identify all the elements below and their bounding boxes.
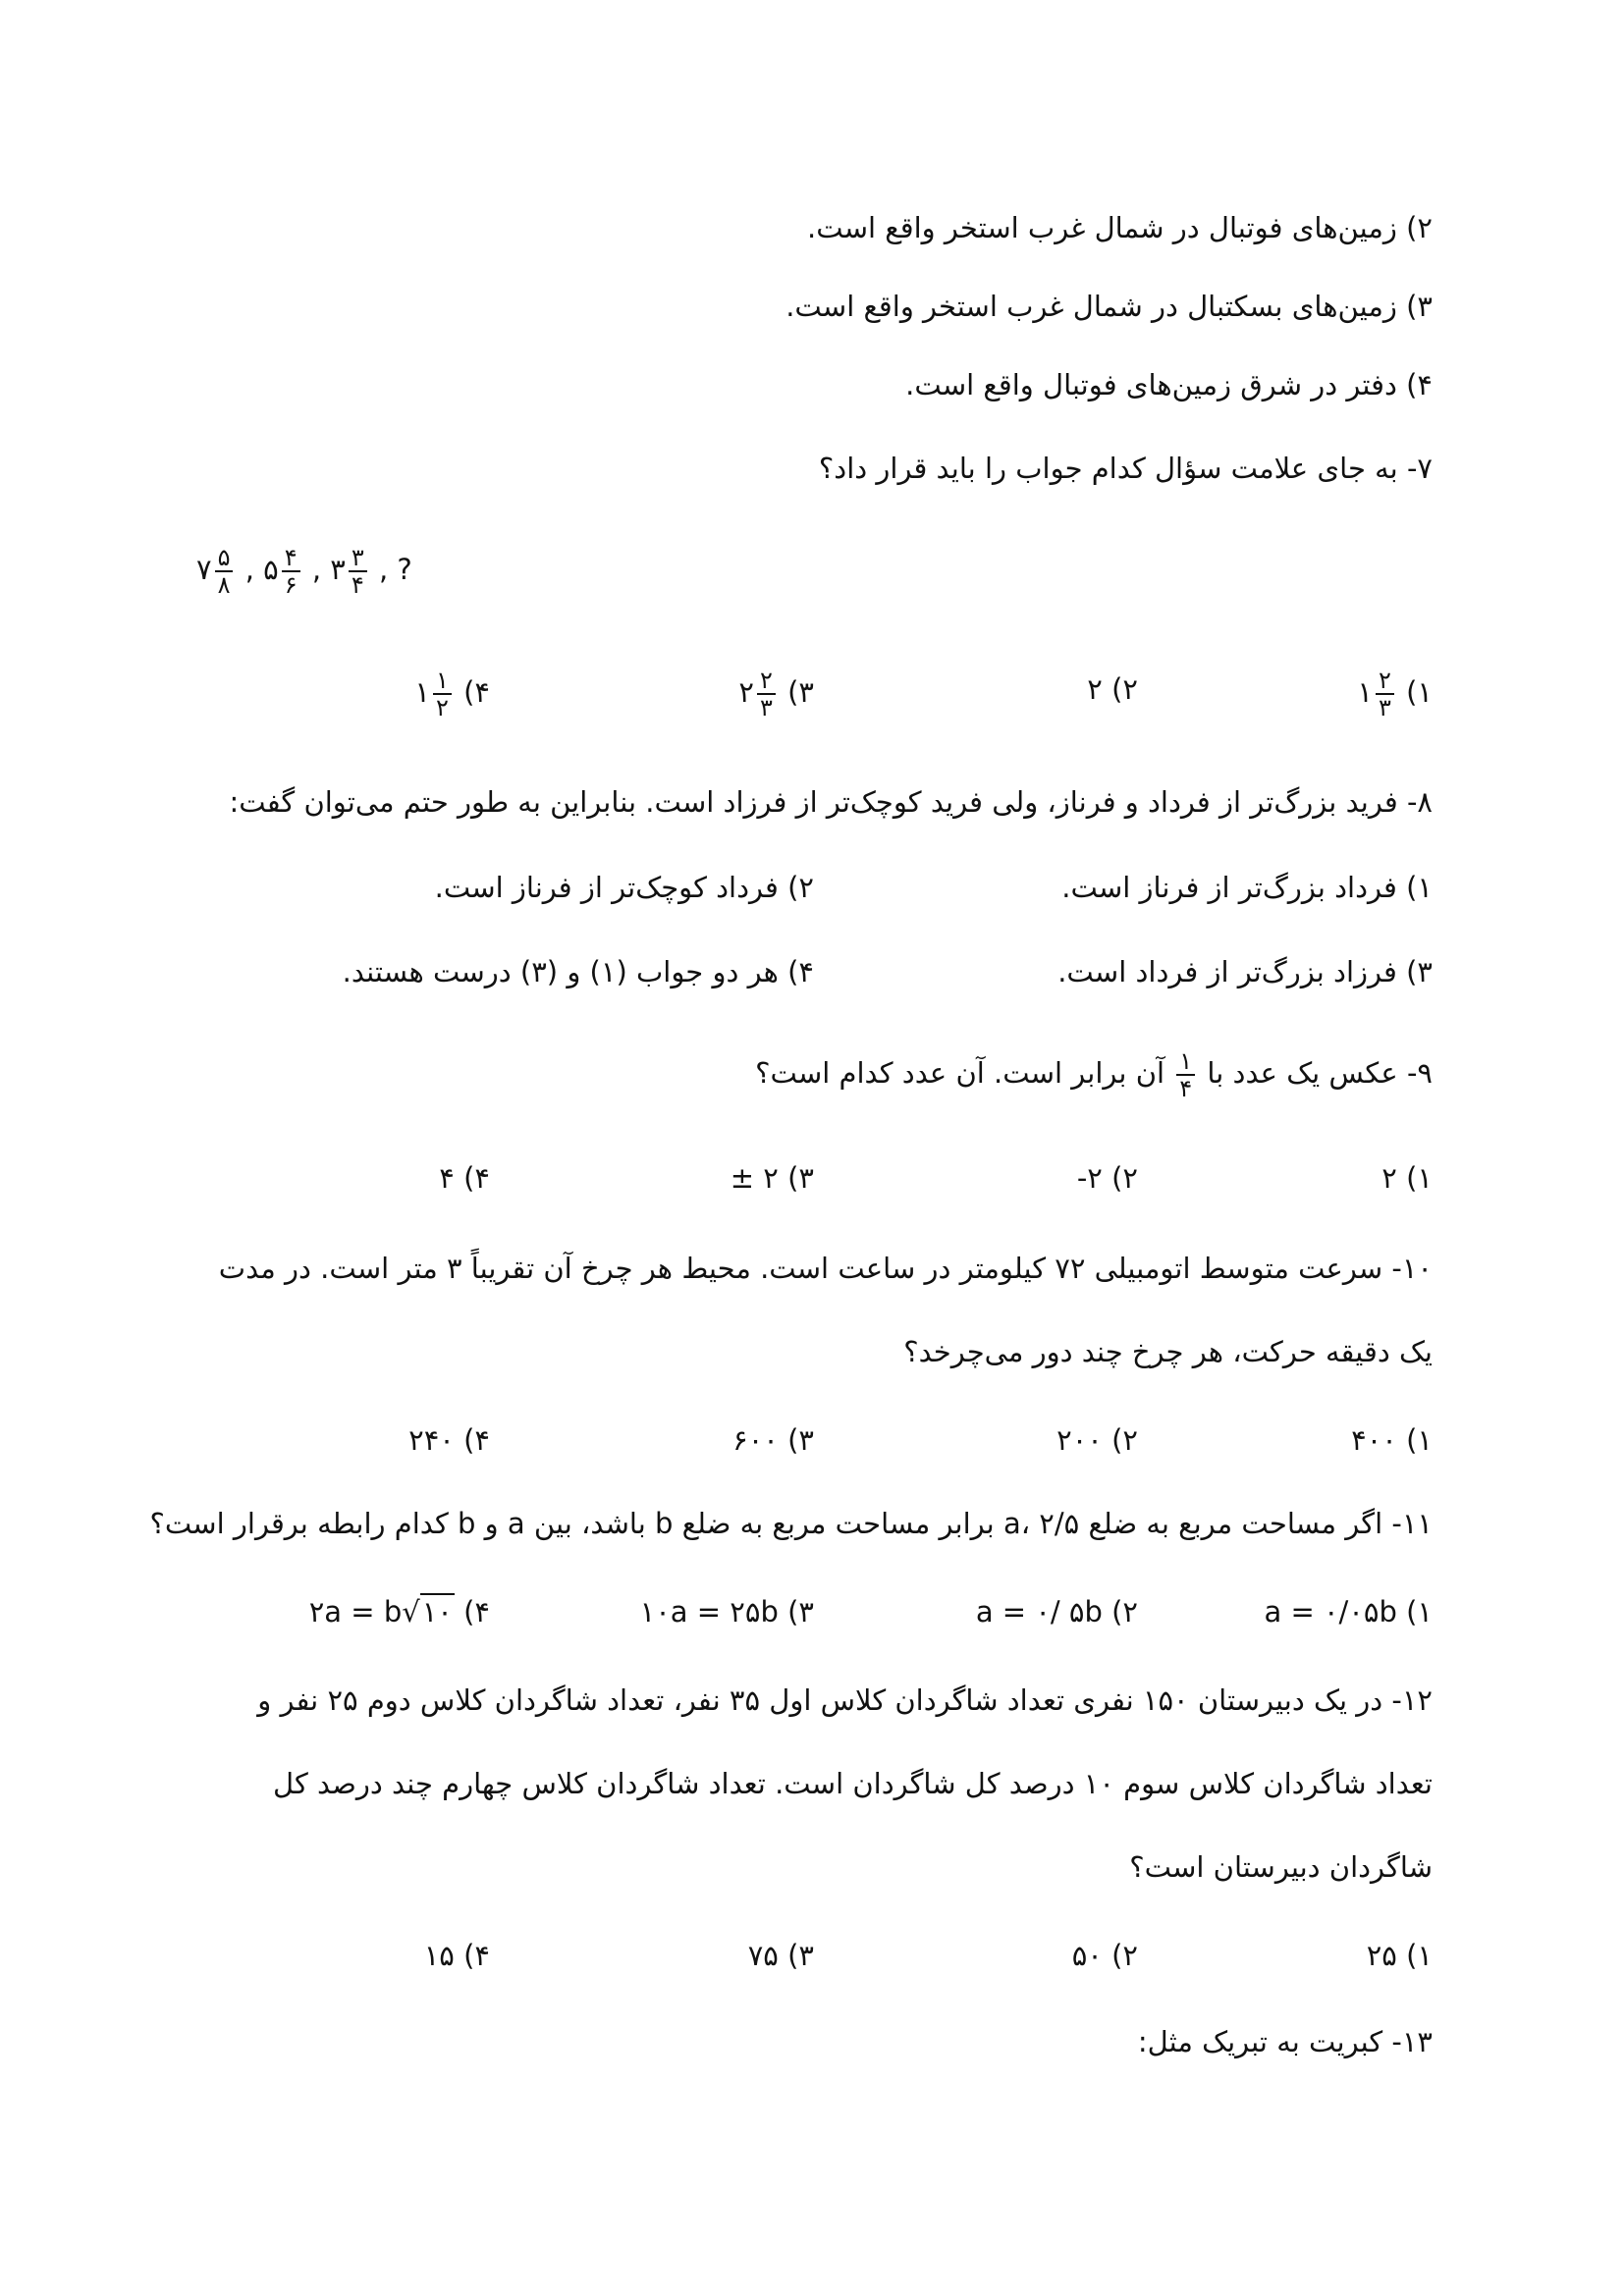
q6-option-2: ۲) زمین‌های فوتبال در شمال غرب استخر واقع است. xyxy=(807,211,1433,244)
option-label: ۲) xyxy=(1111,1161,1138,1195)
seq-term-1-whole: ۷ xyxy=(196,553,212,586)
q7-option-4[interactable] xyxy=(414,667,490,721)
q10-option-4[interactable] xyxy=(408,1418,490,1462)
option-label: ۳) xyxy=(787,1939,814,1972)
option-den: ۲ xyxy=(435,694,449,721)
q7-option-3[interactable] xyxy=(738,667,814,721)
q8-option-2[interactable]: ۲) فرداد کوچک‌تر از فرناز است. xyxy=(434,871,814,904)
q11-options xyxy=(195,1590,1433,1639)
q9-options xyxy=(195,1156,1433,1205)
q11-option-3[interactable] xyxy=(640,1590,814,1633)
q11-question: ۱۱- اگر مساحت مربع به ضلع a، ۲/۵ برابر مساحت مربع به ضلع b باشد، بین a و b کدام رابطه برقرار است؟ xyxy=(149,1507,1433,1540)
option-value: ۲ xyxy=(1087,672,1103,706)
q9-text-after: آن برابر است. آن عدد کدام است؟ xyxy=(755,1056,1165,1090)
option-label: ۳) xyxy=(787,1423,814,1457)
option-value: ۴ xyxy=(439,1161,455,1195)
q10-question-line-2: یک دقیقه حرکت، هر چرخ چند دور می‌چرخد؟ xyxy=(903,1335,1433,1368)
option-value: ۶۰۰ xyxy=(732,1423,779,1457)
option-value: ۲ xyxy=(1381,1161,1397,1195)
seq-term-3-fraction xyxy=(349,545,367,598)
q10-option-1[interactable] xyxy=(1351,1418,1433,1462)
q12-options xyxy=(195,1934,1433,1983)
option-lhs: ۲a = b xyxy=(308,1595,403,1629)
option-value: ۱۵ xyxy=(423,1939,455,1972)
option-label: ۲) xyxy=(1111,1595,1138,1629)
seq-term-2 xyxy=(263,544,312,599)
q12-question-line-3: شاگردان دبیرستان است؟ xyxy=(1129,1850,1433,1884)
q10-option-2[interactable] xyxy=(1056,1418,1138,1462)
option-label: ۴) xyxy=(463,1595,490,1629)
option-label: ۴) xyxy=(463,1423,490,1457)
q9-question xyxy=(195,1048,1433,1101)
option-label: ۱) xyxy=(1406,1161,1433,1195)
option-label: ۱) xyxy=(1406,1595,1433,1629)
q9-frac-den: ۴ xyxy=(1179,1075,1193,1102)
option-label: ۱) xyxy=(1406,1939,1433,1972)
option-whole: ۱ xyxy=(1357,675,1373,709)
option-fraction xyxy=(757,667,776,721)
q11-option-4[interactable] xyxy=(309,1590,490,1633)
q10-option-3[interactable] xyxy=(732,1418,814,1462)
option-den: ۳ xyxy=(759,694,773,721)
option-radicand: ۱۰ xyxy=(421,1595,453,1629)
seq-term-2-fraction xyxy=(282,545,300,598)
option-value: ± ۲ xyxy=(730,1161,779,1195)
option-label: ۱) xyxy=(1406,675,1433,709)
q13-question: ۱۳- کبریت به تبریک مثل: xyxy=(1137,2025,1433,2058)
option-label: ۳) xyxy=(787,1595,814,1629)
q11-option-1[interactable] xyxy=(1264,1590,1433,1633)
q12-question-line-1: ۱۲- در یک دبیرستان ۱۵۰ نفری تعداد شاگردان کلاس اول ۳۵ نفر، تعداد شاگردان کلاس دوم ۲۵ نفر و xyxy=(257,1683,1433,1717)
q9-text-before: ۹- عکس یک عدد با xyxy=(1207,1056,1433,1090)
sqrt-icon: √۱۰ xyxy=(402,1595,453,1629)
q9-option-3[interactable] xyxy=(731,1156,814,1200)
option-whole: ۲ xyxy=(738,675,754,709)
q7-option-2[interactable] xyxy=(1087,667,1138,711)
q7-sequence xyxy=(196,545,412,598)
option-label: ۲) xyxy=(1111,1423,1138,1457)
option-num: ۲ xyxy=(1376,667,1394,695)
seq-term-1-den: ۸ xyxy=(217,571,231,599)
seq-term-2-num: ۴ xyxy=(282,545,300,572)
option-label: ۴) xyxy=(463,1939,490,1972)
q8-options-row-2 xyxy=(195,950,1433,999)
seq-term-1-fraction xyxy=(215,545,234,598)
seq-term-1 xyxy=(196,544,245,599)
q9-option-1[interactable] xyxy=(1381,1156,1433,1200)
q8-option-4[interactable]: ۴) هر دو جواب (۱) و (۳) درست هستند. xyxy=(342,955,814,988)
option-label: ۴) xyxy=(463,675,490,709)
seq-term-2-whole: ۵ xyxy=(263,553,279,586)
q12-option-2[interactable] xyxy=(1072,1934,1138,1977)
q8-option-1[interactable]: ۱) فرداد بزرگ‌تر از فرناز است. xyxy=(1061,871,1433,904)
option-den: ۳ xyxy=(1378,694,1391,721)
option-label: ۳) xyxy=(787,675,814,709)
q10-options xyxy=(195,1418,1433,1468)
q10-question-line-1: ۱۰- سرعت متوسط اتومبیلی ۷۲ کیلومتر در ساعت است. محیط هر چرخ آن تقریباً ۳ متر است. در مدت xyxy=(218,1252,1433,1285)
option-fraction xyxy=(433,667,452,721)
q12-option-4[interactable] xyxy=(424,1934,490,1977)
q8-question: ۸- فرید بزرگ‌تر از فرداد و فرناز، ولی فرید کوچک‌تر از فرزاد است. بنابراین به طور حتم می‌توان گفت: xyxy=(229,785,1433,819)
option-whole: ۱ xyxy=(414,675,430,709)
option-value: ۲۵ xyxy=(1366,1939,1397,1972)
seq-separator: , xyxy=(378,553,389,586)
seq-term-3-num: ۳ xyxy=(349,545,367,572)
option-value: a = ۰/۰۵b xyxy=(1264,1595,1397,1629)
q9-frac-num: ۱ xyxy=(1176,1048,1195,1076)
seq-separator: , xyxy=(311,553,322,586)
q12-option-1[interactable] xyxy=(1367,1934,1433,1977)
q9-option-4[interactable] xyxy=(439,1156,490,1200)
q9-option-2[interactable] xyxy=(1077,1156,1138,1200)
seq-term-2-den: ۶ xyxy=(284,571,298,599)
option-value: ۲۴۰ xyxy=(408,1423,455,1457)
option-value: ۴۰۰ xyxy=(1351,1423,1397,1457)
option-value: -۲ xyxy=(1076,1161,1103,1195)
option-fraction xyxy=(1376,667,1394,721)
q9-fraction xyxy=(1176,1048,1195,1101)
option-value: ۷۵ xyxy=(747,1939,779,1972)
q8-option-3[interactable]: ۳) فرزاد بزرگ‌تر از فرداد است. xyxy=(1057,955,1433,988)
option-label: ۴) xyxy=(463,1161,490,1195)
option-label: ۱) xyxy=(1406,1423,1433,1457)
option-value: ۲۰۰ xyxy=(1056,1423,1103,1457)
option-value: a = ۰/ ۵b xyxy=(975,1595,1103,1629)
seq-term-3 xyxy=(330,544,379,599)
q12-question-line-2: تعداد شاگردان کلاس سوم ۱۰ درصد کل شاگردان است. تعداد شاگردان کلاس چهارم چند درصد کل xyxy=(273,1767,1433,1800)
option-num: ۱ xyxy=(433,667,452,695)
option-value: ۱۰a = ۲۵b xyxy=(639,1595,779,1629)
seq-unknown: ? xyxy=(397,553,412,586)
q6-option-4: ۴) دفتر در شرق زمین‌های فوتبال واقع است. xyxy=(905,368,1433,401)
seq-term-1-num: ۵ xyxy=(215,545,234,572)
q12-option-3[interactable] xyxy=(748,1934,814,1977)
q11-option-2[interactable] xyxy=(976,1590,1138,1633)
seq-term-3-whole: ۳ xyxy=(330,553,346,586)
seq-term-3-den: ۴ xyxy=(351,571,364,599)
option-label: ۲) xyxy=(1111,1939,1138,1972)
option-label: ۳) xyxy=(787,1161,814,1195)
option-num: ۲ xyxy=(757,667,776,695)
q7-options xyxy=(195,667,1433,721)
seq-separator: , xyxy=(244,553,254,586)
q7-option-1[interactable] xyxy=(1357,667,1433,721)
q8-options-row-1 xyxy=(195,866,1433,915)
q6-option-3: ۳) زمین‌های بسکتبال در شمال غرب استخر واقع است. xyxy=(785,290,1433,323)
q7-question: ۷- به جای علامت سؤال کدام جواب را باید قرار داد؟ xyxy=(818,452,1433,485)
option-value: ۵۰ xyxy=(1071,1939,1103,1972)
option-label: ۲) xyxy=(1111,672,1138,706)
